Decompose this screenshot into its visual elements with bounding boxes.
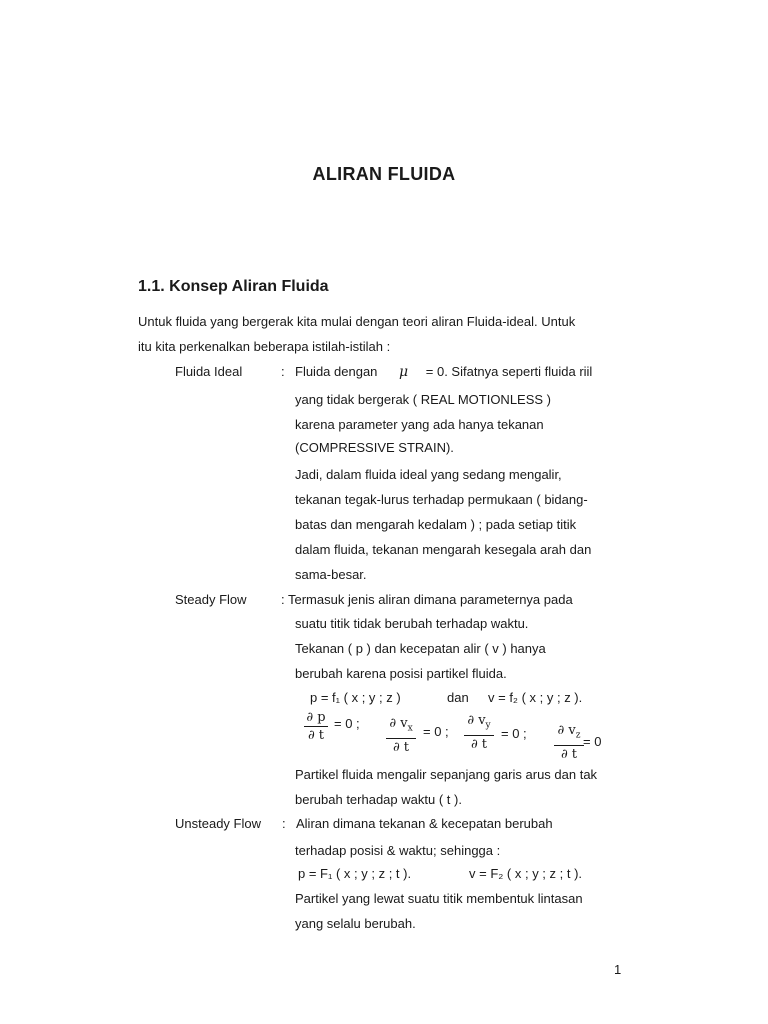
partial-vz-symbol: ∂ v bbox=[557, 723, 576, 738]
partial-p-fraction bbox=[304, 710, 328, 743]
fluida-ideal-line-6: tekanan tegak-lurus terhadap permukaan ( bidang- bbox=[295, 492, 588, 507]
steady-flow-line-3: Tekanan ( p ) dan kecepatan alir ( v ) hanya bbox=[295, 641, 546, 656]
fraction-bar bbox=[304, 726, 328, 727]
partial-vz-equals: = 0 bbox=[583, 734, 602, 749]
fluida-ideal-line-7: batas dan mengarah kedalam ) ; pada setiap titik bbox=[295, 517, 577, 532]
equation-v-f2: v = f₂ ( x ; y ; z ). bbox=[488, 690, 583, 705]
fraction-bar bbox=[386, 738, 416, 739]
partial-vy-numerator bbox=[464, 713, 494, 734]
fluida-ideal-line-3: karena parameter yang ada hanya tekanan bbox=[295, 417, 544, 432]
document-title: ALIRAN FLUIDA bbox=[312, 164, 456, 184]
partial-vy-equals: = 0 ; bbox=[501, 726, 527, 741]
subscript-y: y bbox=[485, 720, 491, 731]
partial-vx-numerator bbox=[386, 716, 416, 737]
partial-vy-denominator: ∂ t bbox=[470, 736, 488, 752]
steady-flow-line-2: suatu titik tidak berubah terhadap waktu. bbox=[295, 616, 529, 631]
page-number: 1 bbox=[614, 962, 622, 977]
term-colon: : bbox=[281, 364, 285, 379]
fluida-ideal-line-4: (COMPRESSIVE STRAIN). bbox=[295, 440, 454, 455]
unsteady-flow-line-2: terhadap posisi & waktu; sehingga : bbox=[295, 843, 501, 858]
partial-p-numerator: ∂ p bbox=[306, 710, 326, 725]
subscript-z: z bbox=[575, 730, 581, 741]
partial-vz-fraction bbox=[554, 723, 584, 762]
term-colon: : bbox=[282, 816, 286, 831]
equation-dan: dan bbox=[447, 690, 469, 705]
intro-line-2: itu kita perkenalkan beberapa istilah-istilah : bbox=[138, 339, 391, 354]
partial-vx-denominator: ∂ t bbox=[392, 739, 410, 755]
equation-p-f1: p = f₁ ( x ; y ; z ) bbox=[310, 690, 401, 705]
fluida-ideal-line-8: dalam fluida, tekanan mengarah kesegala arah dan bbox=[295, 542, 592, 557]
steady-flow-line-6: berubah terhadap waktu ( t ). bbox=[295, 792, 462, 807]
unsteady-flow-line-4: yang selalu berubah. bbox=[295, 916, 416, 931]
fluida-ideal-line-1 bbox=[295, 364, 592, 380]
section-heading: 1.1. Konsep Aliran Fluida bbox=[138, 278, 329, 295]
unsteady-flow-line-1: Aliran dimana tekanan & kecepatan berubah bbox=[296, 816, 553, 831]
fluida-ideal-line-1-pre: Fluida dengan bbox=[295, 364, 378, 379]
term-fluida-ideal: Fluida Ideal bbox=[175, 364, 243, 379]
steady-flow-line-1: : Termasuk jenis aliran dimana parameternya pada bbox=[281, 592, 573, 607]
fluida-ideal-line-2: yang tidak bergerak ( REAL MOTIONLESS ) bbox=[295, 392, 552, 407]
partial-vz-numerator bbox=[554, 723, 584, 744]
steady-flow-line-5: Partikel fluida mengalir sepanjang garis arus dan tak bbox=[295, 767, 598, 782]
term-steady-flow: Steady Flow bbox=[175, 592, 247, 607]
partial-vx-fraction bbox=[386, 716, 416, 755]
fluida-ideal-line-9: sama-besar. bbox=[295, 567, 367, 582]
fraction-bar bbox=[464, 735, 494, 736]
unsteady-flow-line-3: Partikel yang lewat suatu titik membentuk lintasan bbox=[295, 891, 583, 906]
equation-p-F1: p = F₁ ( x ; y ; z ; t ). bbox=[298, 866, 412, 881]
fraction-bar bbox=[554, 745, 584, 746]
equation-v-F2: v = F₂ ( x ; y ; z ; t ). bbox=[469, 866, 583, 881]
fluida-ideal-line-5: Jadi, dalam fluida ideal yang sedang mengalir, bbox=[295, 467, 562, 482]
partial-vx-equals: = 0 ; bbox=[423, 724, 449, 739]
fluida-ideal-line-1-post: = 0. Sifatnya seperti fluida riil bbox=[425, 364, 593, 379]
partial-p-denominator: ∂ t bbox=[307, 728, 325, 743]
partial-p-equals: = 0 ; bbox=[334, 716, 360, 731]
term-unsteady-flow: Unsteady Flow bbox=[175, 816, 261, 831]
intro-line-1: Untuk fluida yang bergerak kita mulai dengan teori aliran Fluida-ideal. Untuk bbox=[138, 314, 576, 329]
partial-vx-symbol: ∂ v bbox=[389, 716, 408, 731]
mu-symbol: μ bbox=[399, 364, 409, 380]
partial-vy-fraction bbox=[464, 713, 494, 752]
partial-vy-symbol: ∂ v bbox=[467, 713, 486, 728]
partial-vz-denominator: ∂ t bbox=[560, 746, 578, 762]
steady-flow-line-4: berubah karena posisi partikel fluida. bbox=[295, 666, 507, 681]
subscript-x: x bbox=[407, 723, 413, 734]
